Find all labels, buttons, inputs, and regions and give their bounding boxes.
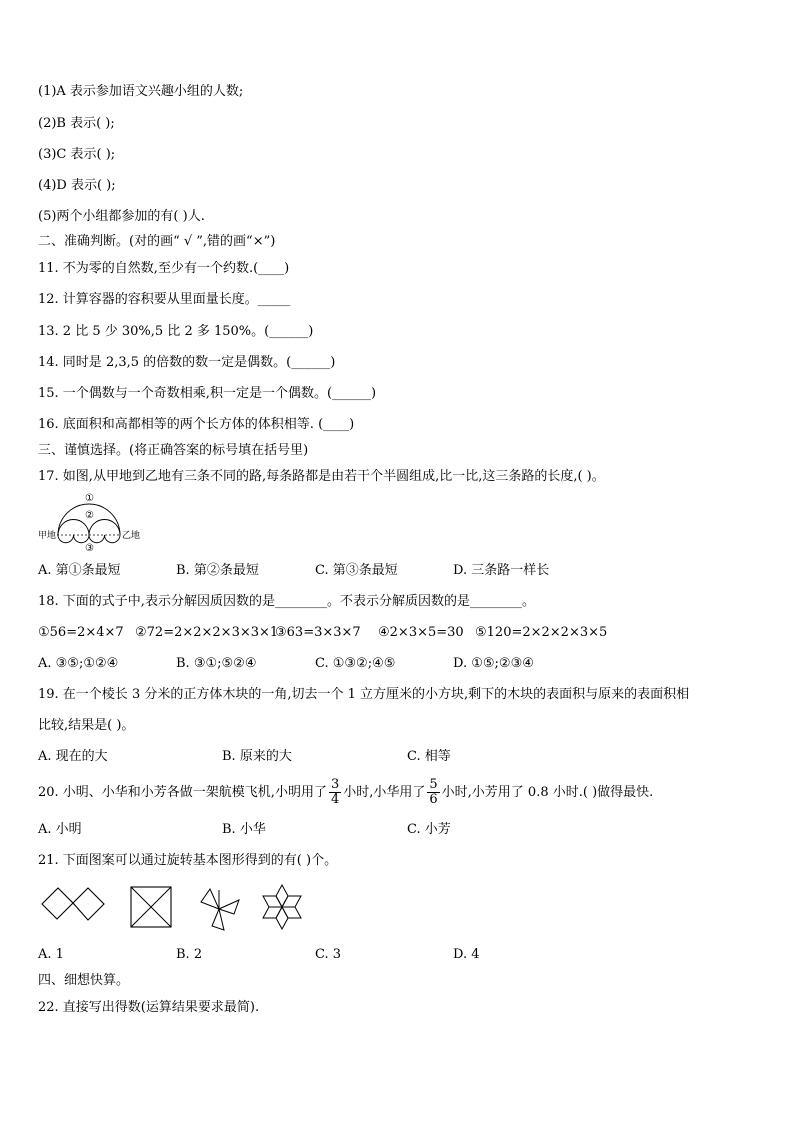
q19-option-a: A. 现在的大 <box>38 749 108 764</box>
q18-option-c: C. ①③②;④⑤ <box>315 656 396 671</box>
q18-expr-1: ①56=2×4×7 <box>38 625 124 640</box>
q18-expr-2: ②72=2×2×2×3×3×1 <box>135 625 279 640</box>
q18-expr-3: ③63=3×3×7 <box>275 625 361 640</box>
fig-start-label: 甲地 <box>38 531 57 541</box>
venn-q2: (2)B 表示( ); <box>38 116 115 131</box>
q17-option-c: C. 第③条最短 <box>315 563 398 578</box>
q21-option-b: B. 2 <box>176 947 203 962</box>
q18-expr-5: ⑤120=2×2×2×3×5 <box>475 625 608 640</box>
question-11: 11. 不为零的自然数,至少有一个约数.(____) <box>38 261 290 276</box>
venn-q1: (1)A 表示参加语文兴趣小组的人数; <box>38 84 244 99</box>
question-19-stem-line2: 比较,结果是( )。 <box>38 718 135 733</box>
q21-option-a: A. 1 <box>38 947 64 962</box>
venn-q4: (4)D 表示( ); <box>38 178 116 193</box>
q17-option-d: D. 三条路一样长 <box>453 563 550 578</box>
question-14: 14. 同时是 2,3,5 的倍数的数一定是偶数。(______) <box>38 355 336 370</box>
question-17-stem: 17. 如图,从甲地到乙地有三条不同的路,每条路都是由若干个半圆组成,比一比,这三条路的长度,( )。 <box>38 469 605 484</box>
question-20-stem <box>38 776 653 810</box>
q18-option-d: D. ①⑤;②③④ <box>453 656 534 671</box>
venn-q5: (5)两个小组都参加的有( )人. <box>38 209 205 224</box>
part4-heading: 四、细想快算。 <box>38 973 130 988</box>
q20-text-pre: 20. 小明、小华和小芳各做一架航模飞机,小明用了 <box>38 785 327 800</box>
q21-option-c: C. 3 <box>315 947 342 962</box>
semicircle-paths-figure <box>38 490 148 552</box>
part3-heading: 三、谨慎选择。(将正确答案的标号填在括号里) <box>38 443 309 458</box>
fraction-five-sixths: $\frac{5}{6}$ <box>429 777 438 807</box>
pattern-square-diagonals <box>130 886 172 928</box>
q21-option-d: D. 4 <box>453 947 480 962</box>
question-12: 12. 计算容器的容积要从里面量长度。_____ <box>38 292 291 307</box>
question-21-stem: 21. 下面图案可以通过旋转基本图形得到的有( )个。 <box>38 853 338 868</box>
q20-option-a: A. 小明 <box>38 822 82 837</box>
question-15: 15. 一个偶数与一个奇数相乘,积一定是一个偶数。(______) <box>38 386 377 401</box>
question-19-stem-line1: 19. 在一个棱长 3 分米的正方体木块的一角,切去一个 1 立方厘米的小方块,剩下的木块的表面积与原来的表面积相 <box>38 687 690 702</box>
q18-expr-4: ④2×3×5=30 <box>378 625 464 640</box>
pattern-pinwheel <box>196 886 242 932</box>
path-2-label: ② <box>85 510 94 521</box>
part2-heading: 二、准确判断。(对的画“ √ ”,错的画“×”) <box>38 234 276 249</box>
question-22-stem: 22. 直接写出得数(运算结果要求最简). <box>38 1000 260 1015</box>
q18-option-b: B. ③①;⑤②④ <box>176 656 257 671</box>
q20-option-b: B. 小华 <box>222 822 266 837</box>
q20-text-mid: 小时,小华用了 <box>343 785 426 800</box>
q20-option-c: C. 小芳 <box>407 822 451 837</box>
fig-end-label: 乙地 <box>122 531 141 541</box>
q17-option-b: B. 第②条最短 <box>176 563 259 578</box>
q18-option-a: A. ③⑤;①②④ <box>38 656 119 671</box>
q19-option-b: B. 原来的大 <box>222 749 292 764</box>
pattern-rhombus-star <box>260 884 304 930</box>
question-16: 16. 底面积和高都相等的两个长方体的体积相等. (____) <box>38 417 355 432</box>
venn-q3: (3)C 表示( ); <box>38 147 116 162</box>
pattern-two-squares <box>40 884 106 928</box>
fraction-three-quarters: $\frac{3}{4}$ <box>330 777 340 807</box>
question-13: 13. 2 比 5 少 30%,5 比 2 多 150%。(______) <box>38 324 314 339</box>
path-3-label: ③ <box>85 543 94 552</box>
q20-text-post: 小时,小芳用了 0.8 小时.( )做得最快. <box>441 785 654 800</box>
q17-option-a: A. 第①条最短 <box>38 563 121 578</box>
path-1-label: ① <box>85 493 94 504</box>
question-18-stem: 18. 下面的式子中,表示分解因质因数的是________。不表示分解质因数的是________。 <box>38 594 535 609</box>
q19-option-c: C. 相等 <box>407 749 451 764</box>
